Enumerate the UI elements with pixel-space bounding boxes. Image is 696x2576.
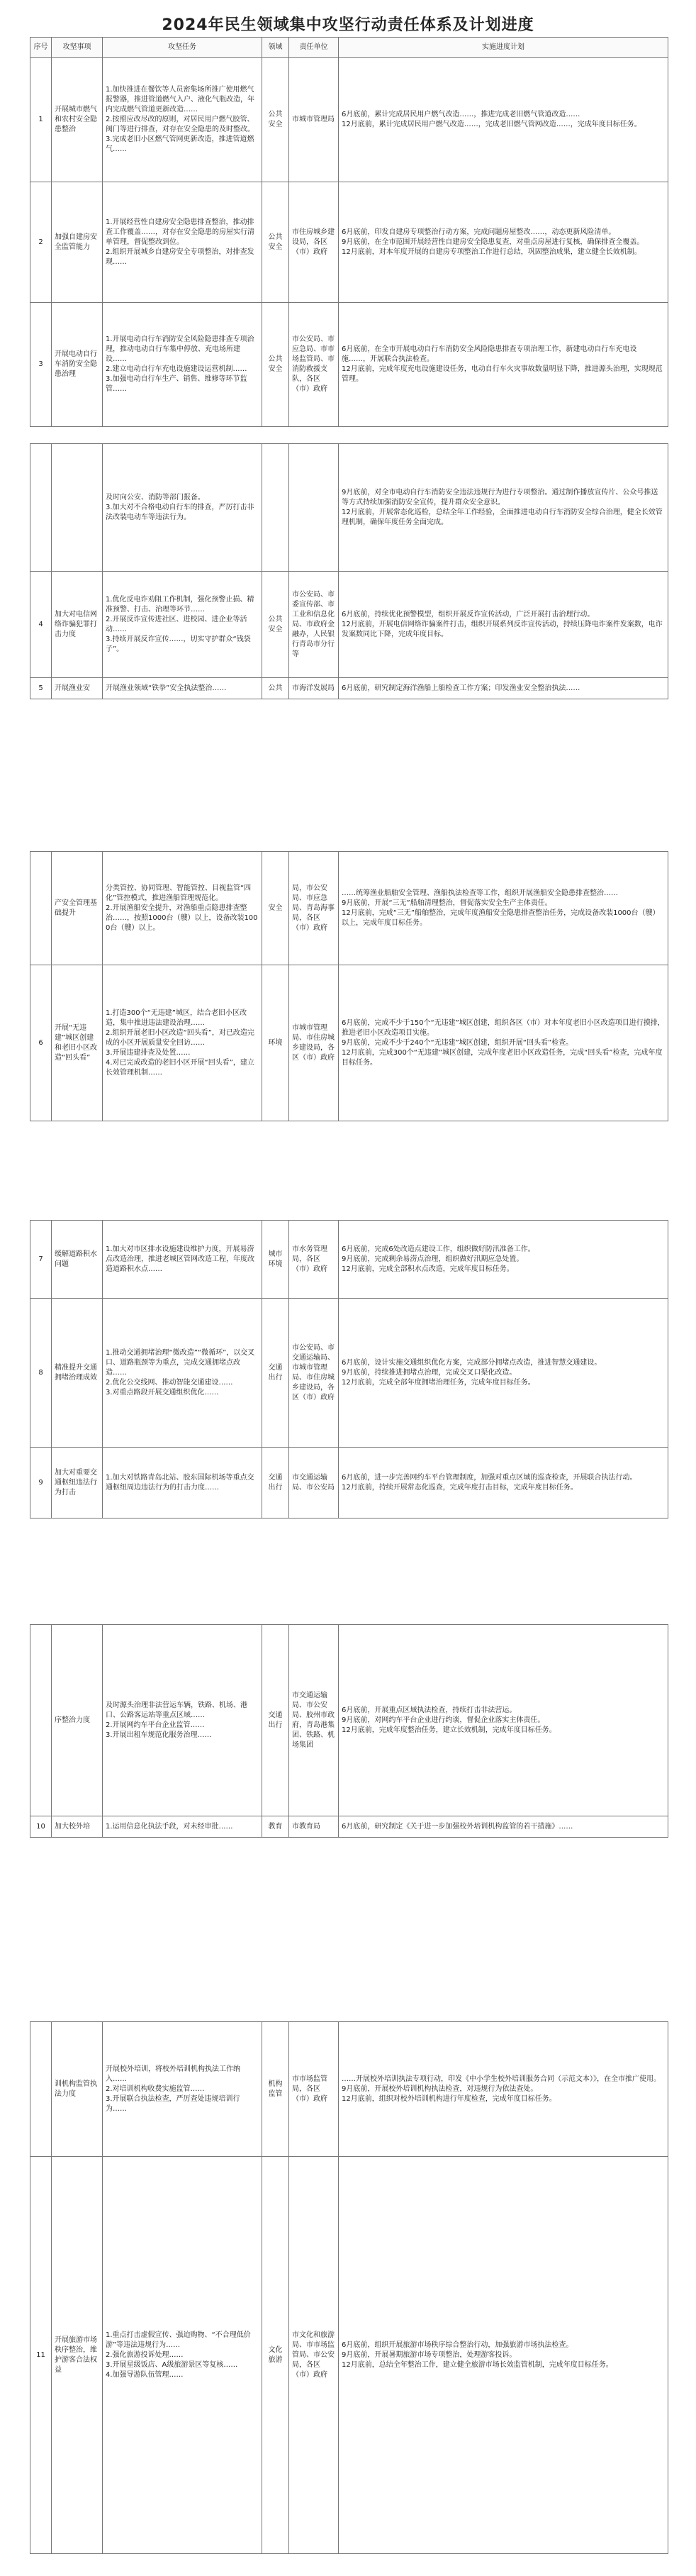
responsible-unit: 市公安局、市委宣传部、市工业和信息化局、市政府金融办，人民银行青岛市分行等: [289, 572, 339, 678]
task-plan: 1.打造300个“无违建”城区，结合老旧小区改造，集中推进违法建设治理…… 2.组织开展老旧小区改造“回头看”，对已改造完成的小区开展质量安全回访…… 3.开展违建排查及处置…… 4.对已完成改造的老旧小区开展“回头看”，建立长效管理机制……: [103, 965, 262, 1121]
table-sheet-6: [30, 2021, 668, 2554]
task-name: 加大对电信网络诈骗犯罪打击力度: [52, 572, 103, 678]
field-name: 环境: [262, 965, 289, 1121]
row-number: [30, 2022, 52, 2157]
progress-plan: 6月底前，完成6处改造点建设工作，组织做好防汛准备工作。 9月底前，完成剩余易涝点治理，组织做好汛期应急处置。 12月底前，完成全部积水点改造，完成年度目标任务。: [339, 1221, 668, 1299]
task-plan: 分类管控、协同管理、智能管控、目视监管“四化”管控模式，推进渔船管理规范化。 2.开展渔船安全提升，对渔船重点隐患排查整治……，按照1000台（艘）以上，设备改装1000台（艘）以上。: [103, 852, 262, 965]
field-name: [262, 444, 289, 572]
row-number: 3: [30, 303, 52, 427]
task-plan: 1.开展电动自行车消防安全风险隐患排查专项治理，推动电动自行车集中停放、充电场所建设…… 2.建立电动自行车充电设施建设运营机制…… 3.加强电动自行车生产、销售、维修等环节监管……: [103, 303, 262, 427]
table-sheet-2: [30, 443, 668, 699]
progress-plan: 6月底前，累计完成居民用户燃气改造……，推进完成老旧燃气管道改造…… 12月底前，累计完成居民用户燃气改造……，完成老旧燃气管网改造……，完成年度目标任务。: [339, 58, 668, 182]
field-name: 城市环境: [262, 1221, 289, 1299]
task-name: 产安全管理基础提升: [52, 852, 103, 965]
task-name: 训机构监管执法力度: [52, 2022, 103, 2157]
responsible-unit: 市市场监管局，各区（市）政府: [289, 2022, 339, 2157]
header-task: 攻坚事项: [52, 38, 103, 58]
row-number: [30, 852, 52, 965]
header-unit: 责任单位: [289, 38, 339, 58]
responsible-unit: [289, 444, 339, 572]
header-field: 领域: [262, 38, 289, 58]
task-plan: 1.加快推进在餐饮等人员密集场所推广使用燃气报警器，推进管道燃气入户、液化气瓶改造，年内完成燃气管道更新改造…… 2.按照应改尽改的原则，对居民用户燃气胶管、阀门等进行排查，对存在安全隐患的及时整改。 3.完成老旧小区燃气管网更新改造，推进管道燃气……: [103, 58, 262, 182]
progress-plan: 9月底前，对全市电动自行车消防安全违法违规行为进行专项整治。通过制作播放宣传片、公众号推送等方式持续加强消防安全宣传，提升群众安全意识。 12月底前，开展常态化巡检，总结全年工作经验，全面推进电动自行车消防安全综合治理，健全长效管理机制，确保年度任务全面完成。: [339, 444, 668, 572]
table-row: [30, 965, 668, 1121]
responsible-unit: 市文化和旅游局、市市场监管局、市公安局，各区（市）政府: [289, 2157, 339, 2554]
field-name: 公共安全: [262, 303, 289, 427]
task-name: 精准提升交通拥堵治理成效: [52, 1299, 103, 1448]
task-plan: 1.开展经营性自建房安全隐患排查整治，推动排查工作覆盖……，对存在安全隐患的房屋实行清单管理，督促整改到位。 2.组织开展城乡自建房安全专项整治，对排查发现……: [103, 182, 262, 303]
row-number: [30, 444, 52, 572]
progress-plan: 6月底前，开展重点区域执法检查，持续打击非法营运。 9月底前，对网约车平台企业进行约谈，督促企业落实主体责任。 12月底前，完成年度整治任务，建立长效机制，完成年度目标任务。: [339, 1625, 668, 1816]
row-number: 4: [30, 572, 52, 678]
field-name: 交通出行: [262, 1625, 289, 1816]
task-name: 开展电动自行车消防安全隐患治理: [52, 303, 103, 427]
plan-table: [30, 2021, 668, 2554]
task-plan: 1.加大对铁路青岛北站、胶东国际机场等重点交通枢纽周边违法行为的打击力度……: [103, 1448, 262, 1519]
row-number: 6: [30, 965, 52, 1121]
table-row: [30, 182, 668, 303]
task-plan: 1.重点打击虚假宣传、强迫购物、“不合理低价游”等违法违规行为…… 2.强化旅游投诉处理…… 3.开展星级饭店、A级旅游景区等复核…… 4.加强导游队伍管理……: [103, 2157, 262, 2554]
table-row: [30, 2022, 668, 2157]
row-number: 10: [30, 1816, 52, 1838]
responsible-unit: 市公安局、市应急局、市市场监管局、市消防救援支队，各区（市）政府: [289, 303, 339, 427]
task-plan: 1.加大对市区排水设施建设维护力度，开展易涝点改造治理，推进老城区管网改造工程，年度改造道路积水点……: [103, 1221, 262, 1299]
field-name: 交通出行: [262, 1299, 289, 1448]
task-plan: 开展渔业领域“铁拳”安全执法整治……: [103, 678, 262, 699]
responsible-unit: 市公安局、市交通运输局、市城市管理局、市住房城乡建设局，各区（市）政府: [289, 1299, 339, 1448]
progress-plan: 6月底前，设计实施交通组织优化方案，完成部分拥堵点改造，推进智慧交通建设。 9月底前，持续推进拥堵点治理，完成交叉口渠化改造。 12月底前，完成全部年度拥堵治理任务，完成年度目标任务。: [339, 1299, 668, 1448]
document-title: 2024年民生领域集中攻坚行动责任体系及计划进度: [162, 16, 534, 34]
task-plan: 开展校外培训，将校外培训机构执法工作纳入…… 2.对培训机构收费实施监管…… 3.开展联合执法检查，严厉查处违规培训行为……: [103, 2022, 262, 2157]
field-name: 教育: [262, 1816, 289, 1838]
field-name: 机构监管: [262, 2022, 289, 2157]
responsible-unit: 市教育局: [289, 1816, 339, 1838]
table-row: [30, 678, 668, 699]
progress-plan: 6月底前，持续优化预警模型，组织开展反诈宣传活动，广泛开展打击治理行动。 12月底前，开展电信网络诈骗案件打击，组织开展系列反诈宣传活动，持续压降电诈案件发案数，电诈发案数同比下降，完成年度目标。: [339, 572, 668, 678]
task-plan: 1.优化反电诈劝阻工作机制，强化预警止损、精准预警、打击、治理等环节…… 2.开展反诈宣传进社区、进校园、进企业等活动…… 3.持续开展反诈宣传……，切实守护群众“钱袋子”。: [103, 572, 262, 678]
table-row: [30, 572, 668, 678]
plan-table: [30, 851, 668, 1121]
field-name: 交通出行: [262, 1448, 289, 1519]
plan-table: [30, 1220, 668, 1519]
progress-plan: 6月底前，在全市开展电动自行车消防安全风险隐患排查专项治理工作，新建电动自行车充电设施……，开展联合执法检查。 12月底前，完成年度充电设施建设任务，电动自行车火灾事故数量明显下降，推进源头治理，实现规范管理。: [339, 303, 668, 427]
task-name: 开展“无违建”城区创建和老旧小区改造“回头看”: [52, 965, 103, 1121]
table-row: [30, 303, 668, 427]
table-row: [30, 1221, 668, 1299]
progress-plan: 6月底前，进一步完善网约车平台管理制度，加强对重点区域的巡查检查，开展联合执法行动。 12月底前，持续开展常态化巡查，完成年度打击目标，完成年度目标任务。: [339, 1448, 668, 1519]
table-sheet-1: [30, 37, 668, 427]
progress-plan: ……统筹渔业船舶安全管理、渔船执法检查等工作，组织开展渔船安全隐患排查整治…… 9月底前，开展“三无”船舶清理整治，督促落实安全生产主体责任。 12月底前，完成“三无”船舶整治，完成年度渔船安全隐患排查整治任务，完成设备改装1000台（艘）以上，完成年度目标任务。: [339, 852, 668, 965]
progress-plan: ……开展校外培训执法专项行动，印发《中小学生校外培训服务合同（示范文本）》，在全市推广使用。 9月底前，开展校外培训机构执法检查，对违规行为依法查处。 12月底前，组织对校外培训机构进行年度检查，完成年度目标任务。: [339, 2022, 668, 2157]
task-name: 缓解道路积水问题: [52, 1221, 103, 1299]
task-name: 加强自建房安全监管能力: [52, 182, 103, 303]
task-name: 开展渔业安: [52, 678, 103, 699]
responsible-unit: 市城市管理局、市住房城乡建设局，各区（市）政府: [289, 965, 339, 1121]
responsible-unit: 市交通运输局、市公安局、胶州市政府，青岛港集团、铁路、机场集团: [289, 1625, 339, 1816]
task-name: 加大对重要交通枢纽违法行为打击: [52, 1448, 103, 1519]
header-plan: 攻坚任务: [103, 38, 262, 58]
table-row: [30, 1448, 668, 1519]
field-name: 公共安全: [262, 572, 289, 678]
task-name: 开展城市燃气和农村安全隐患整治: [52, 58, 103, 182]
progress-plan: 6月底前，研究制定《关于进一步加强校外培训机构监管的若干措施》……: [339, 1816, 668, 1838]
row-number: 9: [30, 1448, 52, 1519]
row-number: 5: [30, 678, 52, 699]
task-plan: 及时向公安、消防等部门报备。 3.加大对不合格电动自行车的排查，严厉打击非法改装电动车等违法行为。: [103, 444, 262, 572]
field-name: 公共安全: [262, 58, 289, 182]
table-row: [30, 1625, 668, 1816]
table-row: [30, 58, 668, 182]
task-plan: 1.推动交通拥堵治理“微改造”“微循环”，以交叉口、道路瓶颈等为重点，完成交通拥堵点改造…… 2.优化公交线网、推动智能交通建设…… 3.对重点路段开展交通组织优化……: [103, 1299, 262, 1448]
task-name: 加大校外培: [52, 1816, 103, 1838]
field-name: 公共安全: [262, 182, 289, 303]
responsible-unit: 局，市公安局、市应急局、青岛海事局，各区（市）政府: [289, 852, 339, 965]
progress-plan: 6月底前，研究制定海洋渔船上船检查工作方案；印发渔业安全整治执法……: [339, 678, 668, 699]
table-row: [30, 1816, 668, 1838]
table-sheet-4: [30, 1220, 668, 1519]
progress-plan: 6月底前，组织开展旅游市场秩序综合整治行动，加强旅游市场执法检查。 9月底前，开展暑期旅游市场专项整治，处理游客投诉。 12月底前，总结全年整治工作，建立健全旅游市场长效监管机制，完成年度目标任务。: [339, 2157, 668, 2554]
progress-plan: 6月底前，完成不少于150个“无违建”城区创建，组织各区（市）对本年度老旧小区改造项目进行摸排，推进老旧小区改造项目实施。 9月底前，完成不少于240个“无违建”城区创建，组织开展“回头看”检查。 12月底前，完成300个“无违建”城区创建，完成年度老旧小区改造任务，完成“回头看”检查，完成年度目标任务。: [339, 965, 668, 1121]
plan-table: [30, 443, 668, 699]
row-number: 1: [30, 58, 52, 182]
row-number: 11: [30, 2157, 52, 2554]
plan-table: [30, 1624, 668, 1838]
table-header-row: [30, 38, 668, 58]
task-plan: 1.运用信息化执法手段，对未经审批……: [103, 1816, 262, 1838]
responsible-unit: 市住房城乡建设局，各区（市）政府: [289, 182, 339, 303]
header-no: 序号: [30, 38, 52, 58]
table-row: [30, 1299, 668, 1448]
task-name: [52, 444, 103, 572]
responsible-unit: 市水务管理局，各区（市）政府: [289, 1221, 339, 1299]
progress-plan: 6月底前，印发自建房专项整治行动方案，完成问题房屋整改……，动态更新风险清单。 9月底前，在全市范围开展经营性自建房安全隐患复查，对重点房屋进行复核，确保排查全覆盖。 12月底前，对本年度开展的自建房专项整治工作进行总结，巩固整治成果，建立健全长效机制。: [339, 182, 668, 303]
responsible-unit: 市交通运输局、市公安局: [289, 1448, 339, 1519]
row-number: 8: [30, 1299, 52, 1448]
row-number: 7: [30, 1221, 52, 1299]
task-plan: 及时源头治理非法营运车辆，铁路、机场、港口、公路客运站等重点区域…… 2.开展网约车平台企业监管…… 3.开展出租车规范化服务治理……: [103, 1625, 262, 1816]
table-row: [30, 2157, 668, 2554]
row-number: [30, 1625, 52, 1816]
field-name: 公共: [262, 678, 289, 699]
responsible-unit: 市海洋发展局: [289, 678, 339, 699]
field-name: 安全: [262, 852, 289, 965]
table-row: [30, 852, 668, 965]
plan-table: [30, 37, 668, 427]
table-row: [30, 444, 668, 572]
header-progress: 实施进度计划: [339, 38, 668, 58]
row-number: 2: [30, 182, 52, 303]
task-name: 开展旅游市场秩序整治，维护游客合法权益: [52, 2157, 103, 2554]
field-name: 文化旅游: [262, 2157, 289, 2554]
table-sheet-5: [30, 1624, 668, 1838]
responsible-unit: 市城市管理局: [289, 58, 339, 182]
table-sheet-3: [30, 851, 668, 1121]
task-name: 序整治力度: [52, 1625, 103, 1816]
